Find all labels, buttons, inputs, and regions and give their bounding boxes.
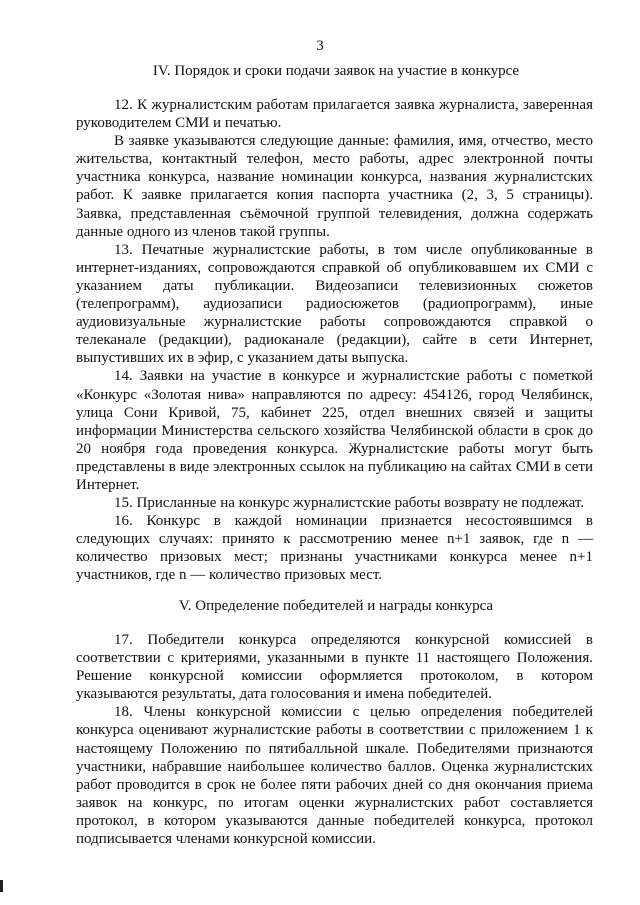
paragraph-12: 12. К журналистским работам прилагается заявка журналиста, заверенная руководителем СМИ и печатью. (76, 97, 593, 132)
paragraph-15: 15. Присланные на конкурс журналистские работы возврату не подлежат. (114, 495, 585, 512)
section-iv-body (76, 96, 593, 585)
paragraph-14: 14. Заявки на участие в конкурсе и журналистские работы с пометкой «Конкурс «Золотая нива» направляются по адресу: 454126, город Челябинск, улица Сони Кривой, 75, кабинет 225, отдел внешних связей и защиты информации Министерства сельского хозяйства Челябинской области в срок до 20 ноября года проведения конкурса. Журналистские работы могут быть представлены в виде электронных ссылок на публикацию на сайтах СМИ в сети Интернет. (76, 368, 593, 493)
section-heading-v: V. Определение победителей и награды конкурса (178, 598, 494, 614)
paragraph-12-details: В заявке указываются следующие данные: фамилия, имя, отчество, место жительства, контактный телефон, место работы, адрес электронной почты участника конкурса, название номинации конкурса, названия журналистских работ. К заявке прилагается копия паспорта участника (2, 3, 5 страницы). Заявка, представленная съёмочной группой телевидения, должна содержать данные одного из членов такой группы. (76, 133, 593, 240)
section-heading-iv: IV. Порядок и сроки подачи заявок на участие в конкурсе (152, 63, 520, 79)
paragraph-16: 16. Конкурс в каждой номинации признается несостоявшимся в следующих случаях: принято к рассмотрению менее n+1 заявок, где n — количество призовых мест; признаны участниками конкурса менее n+1 участников, где n — количество призовых мест. (76, 513, 593, 584)
paragraph-13: 13. Печатные журналистские работы, в том числе опубликованные в интернет-изданиях, сопровождаются справкой об опубликовавшем их СМИ с указанием даты публикации. Видеозаписи телевизионных сюжетов (телепрограмм), аудиозаписи радиосюжетов (радиопрограмм), иные аудиовизуальные журналистские работы сопровождаются справкой о телеканале (редакции), радиоканале (редакции), сайте в сети Интернет, выпустивших их в эфир, с указанием даты выпуска. (76, 241, 593, 367)
scan-edge-mark (0, 880, 3, 892)
section-v-body (76, 631, 593, 848)
paragraph-18: 18. Члены конкурсной комиссии с целью определения победителей конкурса оценивают журналистские работы в соответствии с приложением 1 к настоящему Положению по пятибалльной шкале. Победителями признаются участники, набравшие наибольшее количество баллов. Оценка журналистских работ проводится в срок не более пяти рабочих дней со дня окончания приема заявок на конкурс, по итогам оценки журналистских работ составляется протокол, в котором указываются данные победителей конкурса, протокол подписывается членами конкурсной комиссии. (76, 704, 593, 848)
page-number: 3 (316, 38, 324, 54)
paragraph-17: 17. Победители конкурса определяются конкурсной комиссией в соответствии с критериями, указанными в пункте 11 настоящего Положения. Решение конкурсной комиссии оформляется протоколом, в котором указываются результаты, дата голосования и имена победителей. (76, 632, 593, 703)
